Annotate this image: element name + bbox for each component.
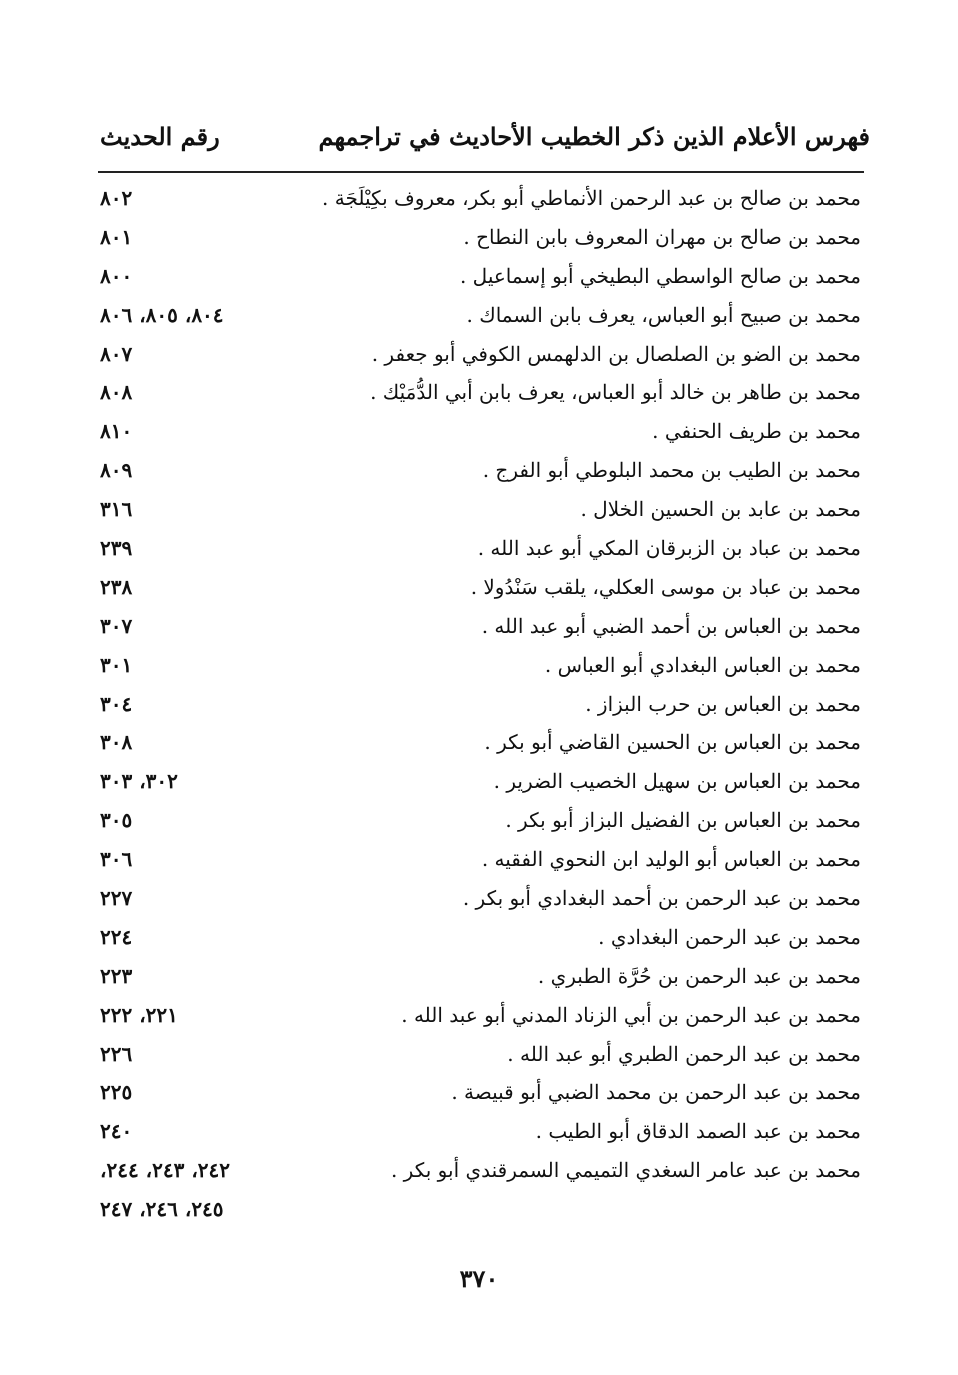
entry-name: محمد بن الضو بن الصلصال بن الدلهمس الكوفي أبو جعفر . xyxy=(371,341,861,366)
entry-hadith-numbers: ٢٢٣ xyxy=(100,963,133,988)
entry-hadith-numbers: ٢٢٤ xyxy=(100,924,133,949)
index-entry xyxy=(0,1193,958,1232)
entry-name: محمد بن الطيب بن محمد البلوطي أبو الفرج . xyxy=(482,458,861,483)
index-entry xyxy=(0,610,958,649)
entry-hadith-numbers: ٢٢١، ٢٢٢ xyxy=(100,1002,178,1027)
entry-hadith-numbers: ٨٠٩ xyxy=(100,458,133,483)
entry-hadith-numbers: ٢٢٥ xyxy=(100,1080,133,1105)
index-entry xyxy=(0,571,958,610)
entry-name: محمد بن صالح بن مهران المعروف بابن النطاح . xyxy=(463,224,861,249)
entry-name: محمد بن عابد بن الحسين الخلال . xyxy=(580,497,861,522)
entry-hadith-numbers: ٣٠٥ xyxy=(100,808,133,833)
entry-name: محمد بن عباد بن موسى العكلي، يلقب سَنْدُولا . xyxy=(470,574,861,599)
index-entry xyxy=(0,415,958,454)
entry-hadith-numbers: ٢٣٩ xyxy=(100,536,133,561)
index-entry xyxy=(0,960,958,999)
entry-hadith-numbers: ٨١٠ xyxy=(100,419,133,444)
entry-hadith-numbers: ٨٠٨ xyxy=(100,380,133,405)
index-entry xyxy=(0,1076,958,1115)
hadith-number-column-label: رقم الحديث xyxy=(100,122,220,151)
index-entry xyxy=(0,999,958,1038)
index-entry xyxy=(0,338,958,377)
index-entry xyxy=(0,221,958,260)
index-entry xyxy=(0,1154,958,1193)
entry-hadith-numbers: ٣٠٢، ٣٠٣ xyxy=(100,769,178,794)
index-entry xyxy=(0,376,958,415)
index-entry xyxy=(0,532,958,571)
entry-name: محمد بن عبد الرحمن البغدادي . xyxy=(598,924,861,949)
entry-name: محمد بن عبد الرحمن بن أحمد البغدادي أبو بكر . xyxy=(462,886,861,911)
index-entry xyxy=(0,299,958,338)
index-entries xyxy=(0,182,958,1232)
entry-name: محمد بن عبد عامر السغدي التميمي السمرقندي أبو بكر . xyxy=(390,1158,861,1183)
index-entry xyxy=(0,454,958,493)
entry-hadith-numbers: ٢٣٨ xyxy=(100,574,133,599)
entry-hadith-numbers: ٣٠٤ xyxy=(100,691,133,716)
entry-name: محمد بن عبد الرحمن بن محمد الضبي أبو قبيصة . xyxy=(451,1080,861,1105)
entry-hadith-numbers: ٢٤٢، ٢٤٣، ٢٤٤، xyxy=(100,1158,231,1183)
entry-hadith-numbers: ٣٠١ xyxy=(100,652,133,677)
page-number: ٣٧٠ xyxy=(459,1264,499,1293)
entry-name: محمد بن العباس أبو الوليد ابن النحوي الفقيه . xyxy=(481,847,861,872)
entry-hadith-numbers: ٣٠٨ xyxy=(100,730,133,755)
entry-hadith-numbers: ٢٢٦ xyxy=(100,1041,133,1066)
index-entry xyxy=(0,765,958,804)
entry-name: محمد بن طريف الحنفي . xyxy=(652,419,861,444)
entry-hadith-numbers: ٢٢٧ xyxy=(100,886,133,911)
entry-name: محمد بن عباد بن الزبرقان المكي أبو عبد الله . xyxy=(477,536,861,561)
index-entry xyxy=(0,260,958,299)
entry-hadith-numbers: ٨٠٤، ٨٠٥، ٨٠٦ xyxy=(100,302,224,327)
entry-name: محمد بن العباس بن الحسين القاضي أبو بكر . xyxy=(484,730,861,755)
entry-hadith-numbers: ٣١٦ xyxy=(100,497,133,522)
index-entry xyxy=(0,882,958,921)
entry-hadith-numbers: ٨٠٠ xyxy=(100,263,133,288)
entry-name: محمد بن العباس بن سهيل الخصيب الضرير . xyxy=(493,769,861,794)
index-entry xyxy=(0,1115,958,1154)
entry-name: محمد بن العباس البغدادي أبو العباس . xyxy=(544,652,861,677)
index-entry xyxy=(0,688,958,727)
header-divider xyxy=(98,171,864,173)
index-entry xyxy=(0,493,958,532)
entry-hadith-numbers: ٨٠٧ xyxy=(100,341,133,366)
entry-hadith-numbers: ٣٠٧ xyxy=(100,613,133,638)
entry-hadith-numbers: ٨٠٢ xyxy=(100,186,133,210)
entry-name: محمد بن العباس بن حرب البزاز . xyxy=(585,691,861,716)
page-header xyxy=(100,122,870,162)
entry-name: محمد بن عبد الصمد الدقاق أبو الطيب . xyxy=(535,1119,861,1144)
entry-name: محمد بن طاهر بن خالد أبو العباس، يعرف بابن أبي الدُّمَيْك . xyxy=(370,380,861,405)
entry-name: محمد بن العباس بن أحمد الضبي أبو عبد الله . xyxy=(481,613,861,638)
entry-name: محمد بن عبد الرحمن بن حُرَّة الطبري . xyxy=(537,963,861,988)
entry-hadith-numbers: ٣٠٦ xyxy=(100,847,133,872)
entry-hadith-numbers: ٢٤٥، ٢٤٦، ٢٤٧ xyxy=(100,1197,224,1222)
entry-name: محمد بن صبيح أبو العباس، يعرف بابن السماك . xyxy=(466,302,861,327)
entry-name: محمد بن العباس بن الفضيل البزاز أبو بكر . xyxy=(505,808,861,833)
index-entry xyxy=(0,843,958,882)
entry-name: محمد بن صالح بن عبد الرحمن الأنماطي أبو بكر، معروف بكِيْلَجَة . xyxy=(322,186,861,210)
index-entry xyxy=(0,182,958,221)
entry-hadith-numbers: ٢٤٠ xyxy=(100,1119,133,1144)
index-entry xyxy=(0,726,958,765)
entry-name: محمد بن عبد الرحمن الطبري أبو عبد الله . xyxy=(507,1041,861,1066)
index-entry xyxy=(0,804,958,843)
entry-name: محمد بن صالح الواسطي البطيخي أبو إسماعيل . xyxy=(459,263,861,288)
index-entry xyxy=(0,649,958,688)
index-entry xyxy=(0,1038,958,1077)
index-title: فهرس الأعلام الذين ذكر الخطيب الأحاديث في تراجمهم xyxy=(318,122,870,151)
entry-hadith-numbers: ٨٠١ xyxy=(100,224,133,249)
index-entry xyxy=(0,921,958,960)
entry-name: محمد بن عبد الرحمن بن أبي الزناد المدني أبو عبد الله . xyxy=(401,1002,861,1027)
